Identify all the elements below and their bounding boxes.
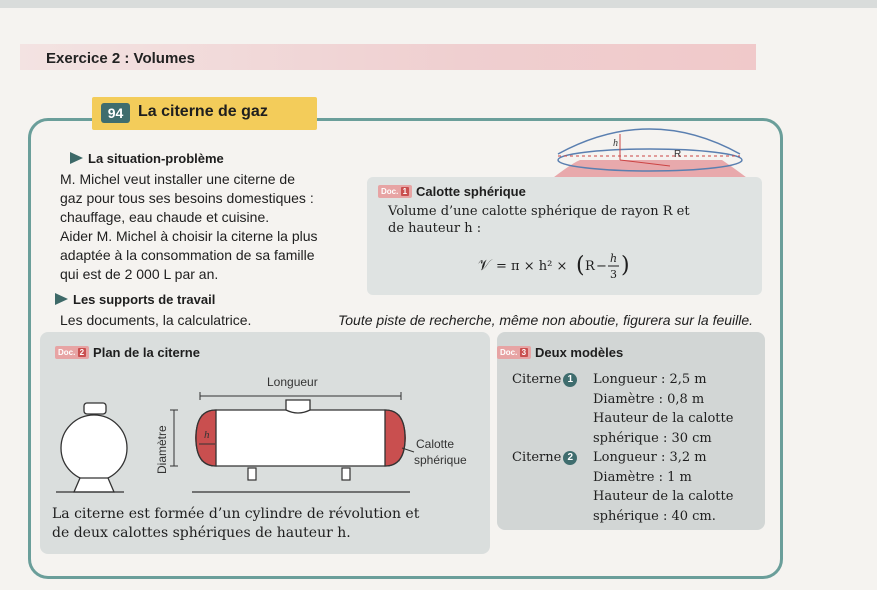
formula-right-paren: ) [621,253,630,278]
formula-denominator: 3 [610,268,617,281]
tank-h-label: h [204,429,210,441]
situation-line: gaz pour tous ses besoins domestiques : [60,190,314,206]
support-heading [55,292,215,307]
model-1-length: Longueur : 2,5 m [593,372,707,387]
doc-badge-number: 1 [402,187,408,196]
situation-line: adaptée à la consommation de sa famille [60,247,315,263]
right-spherical-cap [385,410,405,466]
cap-label-line1: Calotte [416,437,455,451]
model-1-label [512,370,579,390]
problem-number: 94 [101,103,130,123]
doc-badge-text: Doc. [381,187,399,196]
model-2-height-2: sphérique : 40 cm. [593,508,716,524]
arrow-right-icon [70,152,83,164]
doc-badge-number: 3 [521,348,527,357]
doc1-line: Volume d’une calotte sphérique de rayon R et [388,204,690,219]
tank-right-support [342,468,350,480]
situation-line: Aider M. Michel à choisir la citerne la plus [60,228,318,244]
support-heading-text: Les supports de travail [73,292,216,307]
doc2-title: Plan de la citerne [93,345,200,360]
tank-end-valve [84,403,106,414]
cap-h-label: h [613,138,618,149]
doc-badge [55,346,89,359]
doc1-line: de hauteur h : [388,221,482,236]
doc-badge-number: 2 [79,348,85,357]
diameter-label: Diamètre [155,425,169,474]
formula-minus: − [596,259,607,274]
model-1-number: 1 [563,373,577,387]
situation-line: qui est de 2 000 L par an. [60,266,219,282]
doc3-heading [497,344,623,362]
doc2-caption-line: La citerne est formée d’un cylindre de révolution et [52,506,420,522]
doc3-title: Deux modèles [535,345,624,360]
model-2-specs [593,448,763,526]
formula-left-paren: ( [576,253,585,278]
doc1-heading [378,183,526,201]
tank-end-stand [74,478,114,492]
situation-heading [70,151,224,166]
doc-badge-text: Doc. [58,348,76,357]
exercise-title: Exercice 2 : Volumes [46,50,195,67]
cap-volume-formula [478,246,648,286]
formula-R: R [585,259,595,274]
model-1-label-text: Citerne [512,372,562,387]
model-1-height-2: sphérique : 30 cm [593,430,712,446]
problem-title: La citerne de gaz [138,103,268,120]
model-1-diameter: Diamètre : 0,8 m [593,391,705,407]
cap-label-line2: sphérique [414,453,467,467]
cap-R-label: R [674,149,682,160]
formula-numerator: h [610,252,618,265]
model-1-height-1: Hauteur de la calotte [593,411,734,426]
situation-heading-text: La situation-problème [88,151,224,166]
formula-lhs: 𝒱 [478,256,491,274]
length-label: Longueur [267,375,318,389]
situation-text [60,170,360,284]
formula-eq: = π × h² × [496,259,568,274]
model-2-label-text: Citerne [512,450,562,465]
tank-side-valve [286,400,310,413]
model-2-label [512,448,579,468]
tank-end-circle [61,415,127,481]
tank-plan-figure [52,372,482,497]
doc1-text [388,203,748,237]
doc-badge [497,346,531,359]
tank-left-support [248,468,256,480]
doc-badge-text: Doc. [500,348,518,357]
tank-side-body [196,410,405,466]
situation-line: M. Michel veut installer une citerne de [60,171,295,187]
model-2-number: 2 [563,451,577,465]
doc-badge [378,185,412,198]
doc2-heading [55,344,200,362]
model-2-diameter: Diamètre : 1 m [593,469,692,485]
support-note: Toute piste de recherche, même non aboutie, figurera sur la feuille. [338,312,754,328]
cap-arc [558,129,740,154]
model-2-height-1: Hauteur de la calotte [593,489,734,504]
situation-line: chauffage, eau chaude et cuisine. [60,209,270,225]
model-2-length: Longueur : 3,2 m [593,450,707,465]
doc2-caption [52,505,472,543]
doc1-title: Calotte sphérique [416,184,526,199]
support-tools: Les documents, la calculatrice. [60,312,252,328]
model-1-specs [593,370,763,448]
arrow-right-icon [55,293,68,305]
doc2-caption-line: de deux calottes sphériques de hauteur h. [52,525,351,541]
